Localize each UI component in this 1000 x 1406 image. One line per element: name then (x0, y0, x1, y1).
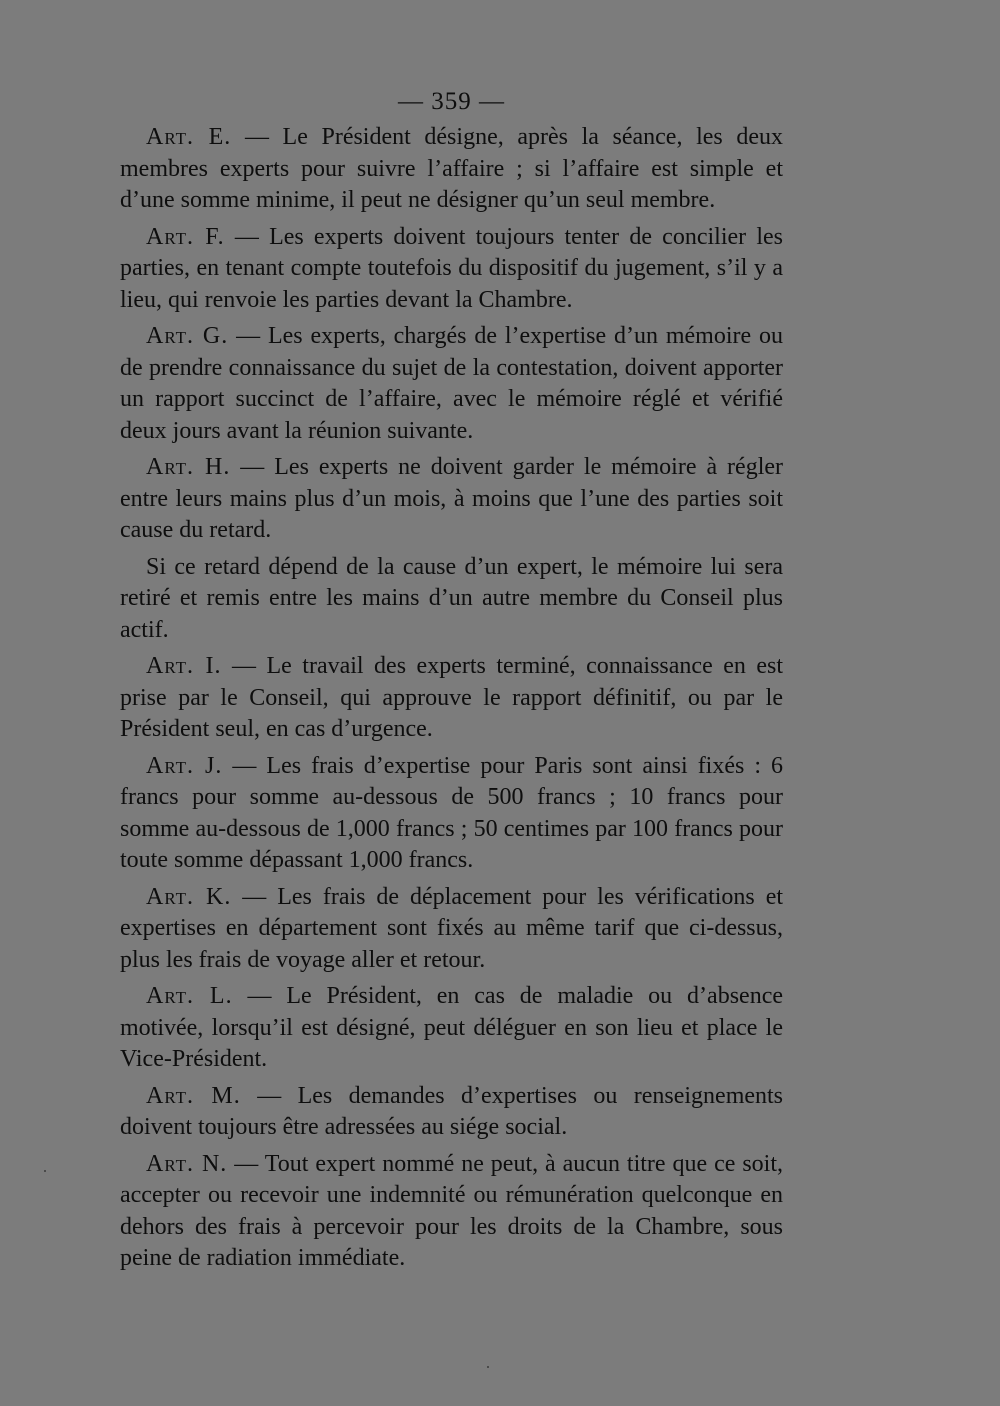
article-g (120, 321, 783, 447)
article-l (120, 981, 783, 1076)
article-label: Art. G. (146, 323, 229, 349)
article-text: — Le Président désigne, après la séance, les deux membres experts pour suivre l’affaire ; si l’affaire est simple et d’une somme minime, il peut ne désigner qu’un seul membre. (120, 124, 784, 213)
article-text: — Les frais de déplacement pour les vérifications et expertises en département sont fixés au même tarif que ci-dessus, plus les frais de voyage aller et retour. (120, 883, 784, 973)
article-label: Art. F. (146, 223, 225, 250)
article-text: — Les experts ne doivent garder le mémoire à régler entre leurs mains plus d’un mois, à moins que l’une des parties soit cause du retard. (120, 454, 784, 543)
article-h-continued (120, 552, 783, 647)
document-page (120, 84, 783, 1280)
article-label: Art. E. (146, 124, 232, 150)
article-h (120, 452, 783, 547)
article-label: Art. H. (146, 454, 231, 480)
article-label: Art. J. (146, 752, 223, 779)
scan-speck (487, 1366, 489, 1368)
article-text: — Le travail des experts terminé, connaissance en est prise par le Conseil, qui approuve le rapport définitif, ou par le Président seul, en cas d’urgence. (120, 653, 783, 742)
article-text: — Les frais d’expertise pour Paris sont ainsi fixés : 6 francs pour somme au-dessous de 500 francs ; 10 francs pour somme au-dessous de 1,000 francs ; 50 centimes par 100 francs pour toute somme dépassant 1,000 francs. (120, 752, 784, 873)
article-j (120, 751, 783, 877)
article-text: — Les demandes d’expertises ou renseignements doivent toujours être adressées au siége social. (120, 1082, 784, 1140)
article-label: Art. I. (146, 653, 222, 679)
article-i (120, 651, 783, 746)
article-text: — Les experts doivent toujours tenter de concilier les parties, en tenant compte toutefois du dispositif du jugement, s’il y a lieu, qui renvoie les parties devant la Chambre. (120, 223, 783, 313)
article-text: — Les experts, chargés de l’expertise d’un mémoire ou de prendre connaissance du sujet de la contestation, doivent apporter un rapport succinct de l’affaire, avec le mémoire réglé et vérifié deux jours avant la réunion suivante. (120, 323, 783, 444)
article-label: Art. M. (146, 1082, 241, 1109)
article-k (120, 882, 783, 977)
article-label: Art. K. (146, 883, 232, 910)
scan-speck (44, 1170, 46, 1172)
article-m (120, 1081, 783, 1144)
page-number: — 359 — (398, 88, 505, 115)
article-label: Art. L. (146, 983, 233, 1009)
article-f (120, 222, 783, 317)
article-text: — Le Président, en cas de maladie ou d’absence motivée, lorsqu’il est désigné, peut déléguer en son lieu et place le Vice-Président. (120, 983, 784, 1072)
article-label: Art. N. (146, 1150, 228, 1177)
article-n (120, 1149, 783, 1275)
article-text: Si ce retard dépend de la cause d’un expert, le mémoire lui sera retiré et remis entre les mains d’un autre membre du Conseil plus actif. (120, 553, 783, 643)
article-e (120, 122, 783, 217)
article-text: — Tout expert nommé ne peut, à aucun titre que ce soit, accepter ou recevoir une indemnité ou rémunération quelconque en dehors des frais à percevoir pour les droits de la Chambre, sous peine de radiation immédiate. (120, 1150, 784, 1271)
